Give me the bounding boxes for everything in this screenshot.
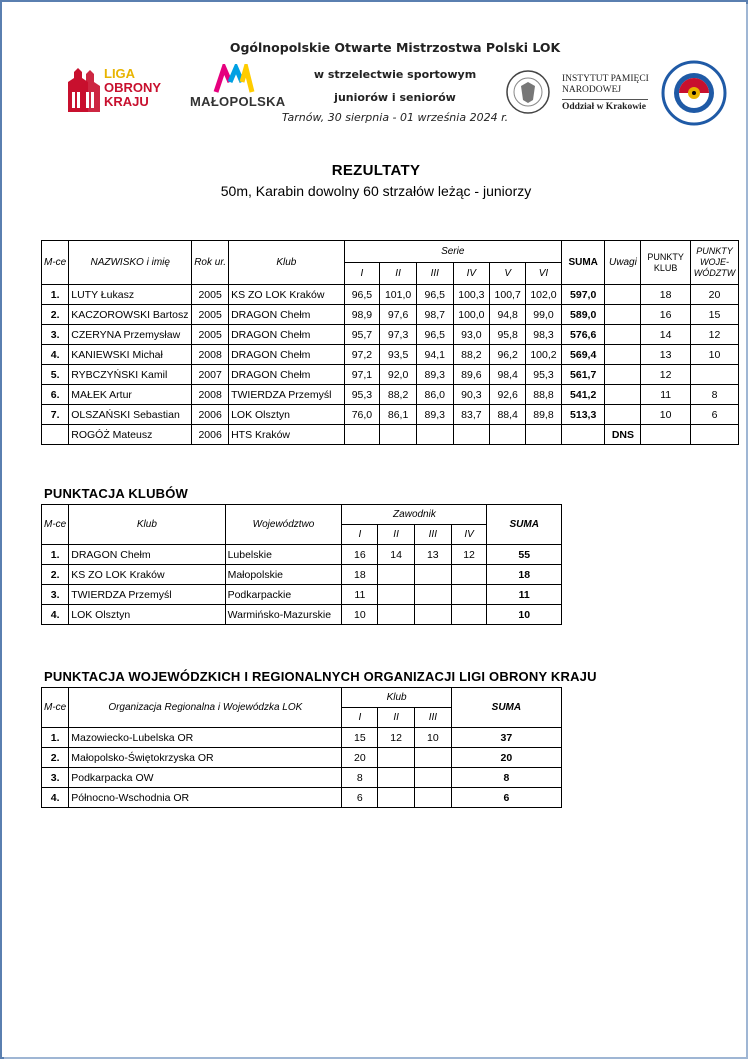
orgs-col-sum: SUMA	[451, 688, 561, 728]
sum-cell: 541,2	[561, 385, 605, 405]
place-cell: 4.	[42, 345, 69, 365]
table-row	[42, 285, 739, 305]
club-cell: DRAGON Chełm	[229, 345, 345, 365]
table-row	[42, 345, 739, 365]
serie-cell: 98,9	[344, 305, 380, 325]
points-cell	[451, 565, 487, 585]
sum-cell: 576,6	[561, 325, 605, 345]
org-cell: Mazowiecko-Lubelska OR	[69, 728, 342, 748]
points-cell: 16	[342, 545, 378, 565]
serie-cell: 86,0	[416, 385, 453, 405]
kraju-word: KRAJU	[104, 94, 149, 109]
orgs-col-klub: Klub	[342, 688, 451, 708]
serie-cell	[380, 425, 417, 445]
region-cell: Lubelskie	[225, 545, 342, 565]
club-cell: TWIERDZA Przemyśl	[69, 585, 225, 605]
liga-obrony-kraju-logo	[64, 62, 160, 118]
club-cell: KS ZO LOK Kraków	[229, 285, 345, 305]
points-cell	[414, 565, 451, 585]
region-points-cell: 10	[690, 345, 738, 365]
table-row	[42, 385, 739, 405]
points-cell: 6	[342, 788, 378, 808]
clubs-col-zawodnik: Zawodnik	[342, 505, 487, 525]
place-cell: 3.	[42, 325, 69, 345]
table-row	[42, 605, 562, 625]
table-row	[42, 768, 562, 788]
points-cell	[415, 788, 452, 808]
table-row	[42, 545, 562, 565]
club-cell: HTS Kraków	[229, 425, 345, 445]
orgs-col-place: M-ce	[42, 688, 69, 728]
serie-cell: 98,7	[416, 305, 453, 325]
sum-cell: 569,4	[561, 345, 605, 365]
table-row	[42, 748, 562, 768]
table-row	[42, 325, 739, 345]
club-cell: DRAGON Chełm	[69, 545, 225, 565]
clubs-table	[41, 504, 562, 625]
serie-cell: 94,1	[416, 345, 453, 365]
orgs-col-3: III	[415, 708, 452, 728]
club-points-cell: 10	[641, 405, 691, 425]
ipn-branch: Oddział w Krakowie	[562, 102, 646, 112]
clubs-col-sum: SUMA	[487, 505, 562, 545]
place-cell: 2.	[42, 565, 69, 585]
place-cell: 5.	[42, 365, 69, 385]
clubs-col-4: IV	[451, 525, 487, 545]
clubs-col-club: Klub	[69, 505, 225, 545]
ipn-line1: INSTYTUT PAMIĘCI	[562, 74, 649, 84]
place-cell: 1.	[42, 285, 69, 305]
club-points-cell	[641, 425, 691, 445]
place-cell: 3.	[42, 585, 69, 605]
sum-cell: 589,0	[561, 305, 605, 325]
serie-cell: 88,2	[380, 385, 417, 405]
col-year: Rok ur.	[192, 241, 229, 285]
malopolska-name: MAŁOPOLSKA	[190, 94, 286, 109]
club-cell: LOK Olsztyn	[229, 405, 345, 425]
place-cell: 2.	[42, 748, 69, 768]
serie-cell	[344, 425, 380, 445]
sum-cell: 18	[487, 565, 562, 585]
col-serie-5: V	[490, 263, 526, 285]
points-cell: 18	[342, 565, 378, 585]
clubs-col-place: M-ce	[42, 505, 69, 545]
club-cell: TWIERDZA Przemyśl	[229, 385, 345, 405]
place-cell: 7.	[42, 405, 69, 425]
event-title: Ogólnopolskie Otwarte Mistrzostwa Polski LOK	[229, 40, 561, 55]
points-cell: 15	[342, 728, 378, 748]
year-cell: 2006	[192, 405, 229, 425]
table-row	[42, 728, 562, 748]
col-serie-3: III	[416, 263, 453, 285]
liga-word: LIGA	[104, 66, 136, 81]
points-cell: 13	[414, 545, 451, 565]
orgs-col-org: Organizacja Regionalna i Wojewódzka LOK	[69, 688, 342, 728]
serie-cell: 96,5	[416, 285, 453, 305]
serie-cell: 99,0	[526, 305, 562, 325]
serie-cell: 96,5	[344, 285, 380, 305]
place-cell: 2.	[42, 305, 69, 325]
region-points-cell: 20	[690, 285, 738, 305]
name-cell: ROGÓŻ Mateusz	[69, 425, 192, 445]
region-points-cell	[690, 365, 738, 385]
serie-cell: 89,3	[416, 405, 453, 425]
region-cell: Małopolskie	[225, 565, 342, 585]
name-cell: KACZOROWSKI Bartosz	[69, 305, 192, 325]
col-region-points: PUNKTY WOJE-WÓDZTW	[690, 241, 738, 285]
tks-lok-tarnow-logo	[660, 60, 728, 126]
serie-cell: 83,7	[453, 405, 490, 425]
serie-cell: 89,6	[453, 365, 490, 385]
ipn-line2: NARODOWEJ	[562, 85, 622, 95]
club-points-cell: 11	[641, 385, 691, 405]
serie-cell	[490, 425, 526, 445]
region-cell: Warmińsko-Mazurskie	[225, 605, 342, 625]
serie-cell: 98,4	[490, 365, 526, 385]
name-cell: KANIEWSKI Michał	[69, 345, 192, 365]
club-cell: LOK Olsztyn	[69, 605, 225, 625]
serie-cell: 89,8	[526, 405, 562, 425]
serie-cell: 95,3	[344, 385, 380, 405]
serie-cell: 101,0	[380, 285, 417, 305]
sum-cell: 8	[451, 768, 561, 788]
sum-cell: 10	[487, 605, 562, 625]
place-cell: 6.	[42, 385, 69, 405]
serie-cell: 88,8	[526, 385, 562, 405]
place-cell: 4.	[42, 788, 69, 808]
points-cell: 8	[342, 768, 378, 788]
year-cell: 2008	[192, 385, 229, 405]
table-row	[42, 405, 739, 425]
points-cell: 10	[342, 605, 378, 625]
year-cell: 2007	[192, 365, 229, 385]
sum-cell: 561,7	[561, 365, 605, 385]
serie-cell: 95,3	[526, 365, 562, 385]
orgs-table	[41, 687, 562, 808]
event-place-date: Tarnów, 30 sierpnia - 01 września 2024 r.	[281, 111, 509, 124]
col-name: NAZWISKO i imię	[69, 241, 192, 285]
place-cell: 3.	[42, 768, 69, 788]
region-points-cell: 12	[690, 325, 738, 345]
name-cell: RYBCZYŃSKI Kamil	[69, 365, 192, 385]
table-row	[42, 565, 562, 585]
name-cell: MAŁEK Artur	[69, 385, 192, 405]
year-cell: 2005	[192, 305, 229, 325]
year-cell: 2005	[192, 325, 229, 345]
liga-emblem-icon	[64, 64, 102, 114]
serie-cell: 102,0	[526, 285, 562, 305]
results-subheading: 50m, Karabin dowolny 60 strzałów leżąc - juniorzy	[220, 183, 532, 199]
notes-cell	[605, 305, 641, 325]
clubs-col-3: III	[414, 525, 451, 545]
col-serie-4: IV	[453, 263, 490, 285]
sum-cell: 597,0	[561, 285, 605, 305]
place-cell: 1.	[42, 545, 69, 565]
serie-cell: 100,3	[453, 285, 490, 305]
orgs-col-2: II	[378, 708, 415, 728]
name-cell: LUTY Łukasz	[69, 285, 192, 305]
col-serie-6: VI	[526, 263, 562, 285]
points-cell	[451, 585, 487, 605]
results-table	[41, 240, 739, 445]
place-cell: 4.	[42, 605, 69, 625]
sum-cell: 11	[487, 585, 562, 605]
clubs-col-region: Województwo	[225, 505, 342, 545]
points-cell: 20	[342, 748, 378, 768]
clubs-col-1: I	[342, 525, 378, 545]
year-cell: 2008	[192, 345, 229, 365]
sum-cell: 55	[487, 545, 562, 565]
region-cell: Podkarpackie	[225, 585, 342, 605]
col-serie: Serie	[344, 241, 561, 263]
serie-cell: 93,0	[453, 325, 490, 345]
club-cell: DRAGON Chełm	[229, 365, 345, 385]
points-cell	[414, 585, 451, 605]
serie-cell: 96,5	[416, 325, 453, 345]
club-cell: KS ZO LOK Kraków	[69, 565, 225, 585]
points-cell: 14	[378, 545, 415, 565]
region-points-cell: 6	[690, 405, 738, 425]
notes-cell	[605, 365, 641, 385]
obrony-word: OBRONY	[104, 80, 162, 95]
org-cell: Małopolsko-Świętokrzyska OR	[69, 748, 342, 768]
notes-cell	[605, 405, 641, 425]
serie-cell: 97,6	[380, 305, 417, 325]
clubs-col-2: II	[378, 525, 415, 545]
points-cell: 12	[451, 545, 487, 565]
org-cell: Północno-Wschodnia OR	[69, 788, 342, 808]
serie-cell	[416, 425, 453, 445]
notes-cell	[605, 285, 641, 305]
points-cell	[378, 565, 415, 585]
results-heading: REZULTATY	[331, 162, 421, 179]
sum-cell: 6	[451, 788, 561, 808]
points-cell	[378, 585, 415, 605]
points-cell	[378, 748, 415, 768]
serie-cell: 96,2	[490, 345, 526, 365]
points-cell	[451, 605, 487, 625]
table-row	[42, 305, 739, 325]
col-place: M-ce	[42, 241, 69, 285]
points-cell: 12	[378, 728, 415, 748]
serie-cell	[526, 425, 562, 445]
club-points-cell: 13	[641, 345, 691, 365]
points-cell: 10	[415, 728, 452, 748]
serie-cell: 88,4	[490, 405, 526, 425]
sum-cell: 513,3	[561, 405, 605, 425]
name-cell: OLSZAŃSKI Sebastian	[69, 405, 192, 425]
serie-cell: 90,3	[453, 385, 490, 405]
serie-cell: 86,1	[380, 405, 417, 425]
col-serie-2: II	[380, 263, 417, 285]
serie-cell	[453, 425, 490, 445]
notes-cell: DNS	[605, 425, 641, 445]
serie-cell: 93,5	[380, 345, 417, 365]
serie-cell: 92,6	[490, 385, 526, 405]
club-points-cell: 12	[641, 365, 691, 385]
club-points-cell: 16	[641, 305, 691, 325]
col-serie-1: I	[344, 263, 380, 285]
col-sum: SUMA	[561, 241, 605, 285]
points-cell	[378, 768, 415, 788]
event-category: juniorów i seniorów	[334, 91, 456, 104]
region-points-cell: 8	[690, 385, 738, 405]
region-points-cell	[690, 425, 738, 445]
sum-cell: 37	[451, 728, 561, 748]
serie-cell: 100,2	[526, 345, 562, 365]
year-cell: 2005	[192, 285, 229, 305]
sum-cell	[561, 425, 605, 445]
points-cell	[415, 748, 452, 768]
club-cell: DRAGON Chełm	[229, 305, 345, 325]
club-points-cell: 14	[641, 325, 691, 345]
place-cell: 1.	[42, 728, 69, 748]
table-row	[42, 365, 739, 385]
points-cell	[378, 605, 415, 625]
event-discipline: w strzelectwie sportowym	[313, 68, 477, 81]
orgs-col-1: I	[342, 708, 378, 728]
serie-cell: 100,0	[453, 305, 490, 325]
club-points-cell: 18	[641, 285, 691, 305]
orgs-heading: PUNKTACJA WOJEWÓDZKICH I REGIONALNYCH ORGANIZACJI LIGI OBRONY KRAJU	[44, 669, 597, 684]
year-cell: 2006	[192, 425, 229, 445]
club-cell: DRAGON Chełm	[229, 325, 345, 345]
table-row	[42, 788, 562, 808]
serie-cell: 88,2	[453, 345, 490, 365]
serie-cell: 92,0	[380, 365, 417, 385]
region-points-cell: 15	[690, 305, 738, 325]
notes-cell	[605, 385, 641, 405]
serie-cell: 97,1	[344, 365, 380, 385]
serie-cell: 97,2	[344, 345, 380, 365]
col-notes: Uwagi	[605, 241, 641, 285]
serie-cell: 89,3	[416, 365, 453, 385]
serie-cell: 76,0	[344, 405, 380, 425]
points-cell: 11	[342, 585, 378, 605]
serie-cell: 97,3	[380, 325, 417, 345]
place-cell	[42, 425, 69, 445]
sum-cell: 20	[451, 748, 561, 768]
serie-cell: 95,7	[344, 325, 380, 345]
serie-cell: 98,3	[526, 325, 562, 345]
col-club-points: PUNKTY KLUB	[641, 241, 691, 285]
points-cell	[415, 768, 452, 788]
points-cell	[414, 605, 451, 625]
table-row	[42, 585, 562, 605]
notes-cell	[605, 325, 641, 345]
table-row	[42, 425, 739, 445]
points-cell	[378, 788, 415, 808]
notes-cell	[605, 345, 641, 365]
org-cell: Podkarpacka OW	[69, 768, 342, 788]
col-club: Klub	[229, 241, 345, 285]
clubs-heading: PUNKTACJA KLUBÓW	[44, 486, 189, 501]
serie-cell: 95,8	[490, 325, 526, 345]
serie-cell: 94,8	[490, 305, 526, 325]
name-cell: CZERYNA Przemysław	[69, 325, 192, 345]
serie-cell: 100,7	[490, 285, 526, 305]
